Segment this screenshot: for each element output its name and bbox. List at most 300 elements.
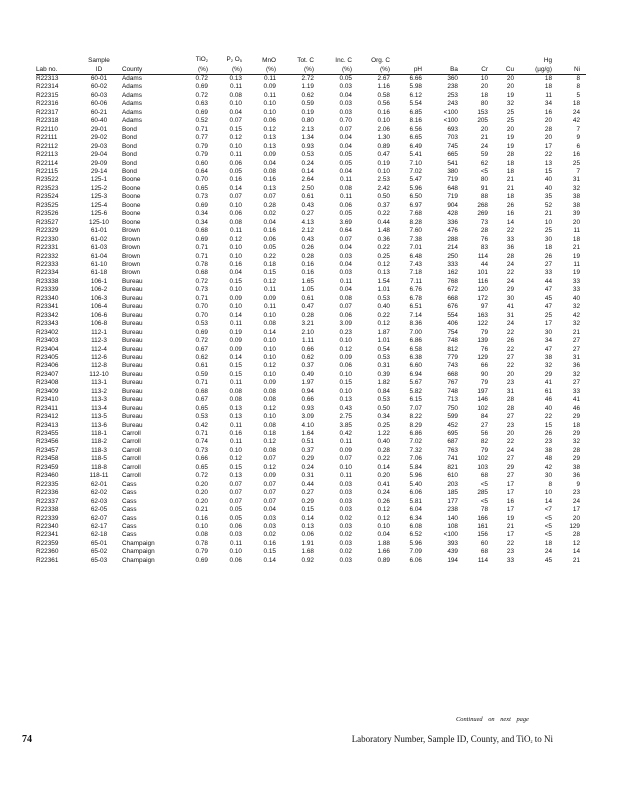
cell-cr: 66 [480, 362, 488, 370]
cell-lab-no: R23456 [36, 438, 59, 446]
table-row [36, 227, 586, 235]
cell-tio2: 0.72 [195, 472, 208, 480]
cell-tot-c: 0.15 [301, 506, 314, 514]
cell-inc-c: 0.07 [339, 303, 352, 311]
cell-county: Boone [122, 176, 141, 184]
cell-org-c: 0.40 [377, 303, 390, 311]
cell-org-c: 0.10 [377, 523, 390, 531]
cell-ni: 20 [572, 218, 580, 226]
cell-cr: 97 [480, 303, 488, 311]
cell-county: Carroll [122, 463, 141, 471]
cell-org-c: 0.53 [377, 353, 390, 361]
cell-sample-id: 112-10 [89, 370, 109, 378]
cell-hg: 40 [544, 176, 552, 184]
cell-p2o5: 0.15 [229, 463, 242, 471]
table-row [36, 388, 586, 396]
cell-p2o5: 0.09 [229, 294, 242, 302]
cell-hg: 18 [544, 75, 552, 82]
cell-org-c: 0.24 [377, 489, 390, 497]
cell-cr: 166 [477, 514, 488, 522]
cell-ba: 380 [447, 167, 458, 175]
cell-ni: 31 [572, 176, 580, 184]
cell-cu: 32 [506, 100, 514, 108]
cell-lab-no: R23411 [36, 404, 58, 412]
cell-ni: 21 [572, 244, 580, 252]
cell-tio2: 0.67 [195, 396, 208, 404]
cell-sample-id: 118-3 [91, 446, 107, 454]
cell-hg: 35 [544, 193, 552, 201]
cell-ni: 11 [573, 260, 580, 268]
cell-cr: 285 [477, 489, 488, 497]
cell-org-c: 0.56 [377, 100, 390, 108]
cell-inc-c: 0.06 [339, 311, 352, 319]
cell-sample-id: 65-02 [90, 548, 108, 556]
cell-hg: 13 [544, 159, 552, 167]
cell-hg: <5 [544, 531, 552, 539]
cell-lab-no: R22335 [36, 480, 59, 488]
cell-sample-id: 106-8 [90, 320, 108, 328]
cell-tio2: 0.70 [195, 311, 208, 319]
cell-lab-no: R23459 [36, 463, 59, 471]
cell-mno: 0.18 [263, 260, 276, 268]
cell-cu: 18 [506, 193, 514, 201]
cell-p2o5: 0.16 [229, 430, 242, 438]
cell-lab-no: R22316 [36, 100, 59, 108]
cell-inc-c: 0.11 [340, 438, 352, 446]
cell-county: Carroll [122, 455, 141, 463]
cell-tio2: 0.59 [195, 370, 208, 378]
cell-tot-c: 0.51 [301, 438, 314, 446]
cell-cr: 269 [477, 210, 488, 218]
cell-tot-c: 0.66 [301, 345, 314, 353]
cell-ba: 214 [447, 244, 458, 252]
cell-ph: 6.76 [409, 286, 422, 294]
cell-ph: 7.68 [409, 210, 422, 218]
cell-ph: 6.12 [409, 91, 422, 99]
cell-cu: 17 [506, 480, 514, 488]
header-cr-top [464, 56, 494, 65]
cell-hg: 42 [544, 463, 552, 471]
cell-hg: 52 [544, 201, 552, 209]
cell-hg: 46 [544, 396, 552, 404]
header-hg: Hg [543, 57, 552, 64]
table-row [36, 312, 586, 320]
cell-inc-c: 0.08 [339, 294, 352, 302]
cell-p2o5: 0.13 [229, 75, 242, 82]
table-row [36, 295, 586, 303]
cell-inc-c: 0.15 [339, 379, 352, 387]
cell-org-c: 0.04 [377, 531, 390, 539]
cell-county: Bureau [122, 421, 143, 429]
cell-ba: 288 [447, 235, 458, 243]
cell-sample-id: 113-2 [91, 387, 107, 395]
cell-tot-c: 2.50 [301, 184, 314, 192]
cell-ph: 6.08 [409, 523, 422, 531]
cell-sample-id: 60-06 [90, 100, 108, 108]
cell-tio2: 0.71 [195, 244, 208, 252]
cell-mno: 0.03 [263, 523, 276, 531]
cell-inc-c: 0.05 [339, 75, 352, 82]
cell-ni: 32 [572, 184, 580, 192]
header-orgc-unit: (%) [358, 65, 396, 75]
table-row [36, 422, 586, 430]
cell-ph: 6.06 [409, 556, 422, 564]
cell-hg: 34 [544, 337, 552, 345]
cell-ph: 8.36 [409, 320, 422, 328]
cell-inc-c: 0.64 [339, 227, 352, 235]
cell-cr: 102 [477, 404, 488, 412]
cell-tio2: 0.65 [195, 184, 208, 192]
cell-lab-no: R22330 [36, 235, 59, 243]
cell-org-c: 1.48 [377, 227, 390, 235]
cell-cr: 20 [480, 83, 488, 91]
cell-inc-c: 0.04 [339, 260, 352, 268]
cell-lab-no: R23408 [36, 379, 59, 387]
cell-tio2: 0.79 [195, 548, 208, 556]
cell-org-c: 0.12 [377, 320, 390, 328]
cell-tio2: 0.10 [195, 523, 208, 531]
cell-mno: 0.14 [263, 556, 276, 564]
cell-hg: 25 [544, 311, 552, 319]
cell-cu: 20 [506, 83, 514, 91]
cell-inc-c: 0.10 [339, 387, 352, 395]
cell-tio2: 0.60 [195, 159, 208, 167]
cell-ba: 904 [447, 201, 458, 209]
cell-county: Bond [122, 151, 137, 159]
cell-ba: 253 [447, 91, 458, 99]
cell-mno: 0.12 [263, 404, 276, 412]
cell-ni: 23 [572, 489, 580, 497]
header-ba: Ba [428, 65, 464, 75]
cell-ba: 203 [447, 480, 458, 488]
cell-ba: 599 [447, 413, 458, 421]
cell-lab-no: R23413 [36, 421, 59, 429]
cell-lab-no: R22329 [36, 227, 59, 235]
cell-tio2: 0.61 [195, 362, 208, 370]
cell-ni: 9 [576, 480, 580, 488]
cell-sample-id: 61-18 [90, 269, 108, 277]
cell-tio2: 0.53 [195, 320, 208, 328]
cell-p2o5: 0.04 [229, 269, 242, 277]
header-row-2 [36, 65, 586, 75]
cell-sample-id: 29-02 [90, 134, 108, 142]
cell-ni: 39 [572, 210, 580, 218]
cell-cu: 22 [506, 539, 514, 547]
cell-sample-id: 106-1 [90, 277, 108, 285]
cell-sample-id: 125-4 [90, 201, 108, 209]
cell-ni: 21 [572, 328, 580, 336]
cell-mno: 0.10 [263, 311, 276, 319]
cell-cu: 21 [506, 176, 514, 184]
cell-ph: 7.18 [409, 269, 422, 277]
cell-hg: 23 [544, 438, 552, 446]
cell-tio2: 0.69 [195, 556, 208, 564]
cell-org-c: 0.47 [377, 151, 390, 159]
cell-sample-id: 125-2 [90, 184, 108, 192]
cell-cr: 88 [480, 193, 488, 201]
cell-inc-c: 0.03 [339, 523, 352, 531]
cell-hg: 30 [544, 328, 552, 336]
cell-org-c: 1.30 [377, 134, 390, 142]
cell-p2o5: 0.15 [229, 125, 242, 133]
cell-sample-id: 61-04 [90, 252, 108, 260]
cell-sample-id: 62-01 [90, 480, 108, 488]
cell-p2o5: 0.06 [229, 159, 242, 167]
cell-org-c: 0.53 [377, 294, 390, 302]
cell-mno: 0.04 [263, 218, 276, 226]
cell-cr: 84 [480, 413, 488, 421]
cell-tio2: 0.20 [195, 480, 208, 488]
header-sample: Sample [88, 57, 110, 64]
cell-sample-id: 125-1 [90, 176, 108, 184]
cell-ba: <100 [443, 531, 458, 539]
cell-ba: 243 [447, 100, 458, 108]
cell-hg: 47 [544, 303, 552, 311]
cell-ni: 18 [572, 235, 580, 243]
cell-sample-id: 113-6 [91, 421, 107, 429]
cell-ni: 24 [572, 108, 580, 116]
cell-inc-c: 0.03 [339, 539, 352, 547]
cell-p2o5: 0.12 [229, 455, 242, 463]
cell-org-c: 0.14 [377, 463, 390, 471]
cell-cu: 24 [506, 320, 514, 328]
cell-ba: 428 [447, 210, 458, 218]
cell-tio2: 0.77 [195, 134, 208, 142]
cell-cu: 25 [506, 108, 514, 116]
cell-lab-no: R23525 [36, 201, 59, 209]
cell-hg: 38 [544, 353, 552, 361]
cell-county: Boone [122, 184, 141, 192]
cell-cu: 17 [506, 531, 514, 539]
cell-ph: 5.47 [409, 176, 422, 184]
cell-tio2: 0.69 [195, 235, 208, 243]
cell-org-c: 0.10 [377, 117, 390, 125]
cell-p2o5: 0.08 [229, 91, 242, 99]
cell-cu: 33 [506, 235, 514, 243]
cell-inc-c: 3.85 [339, 421, 352, 429]
cell-tot-c: 0.06 [301, 531, 314, 539]
cell-cr: 27 [480, 421, 488, 429]
cell-hg: 22 [544, 413, 552, 421]
cell-hg: 18 [544, 244, 552, 252]
table-row [36, 371, 586, 379]
cell-org-c: 0.22 [377, 244, 390, 252]
cell-hg: 16 [544, 108, 552, 116]
cell-sample-id: 60-21 [90, 108, 108, 116]
cell-cr: 114 [477, 252, 488, 260]
cell-cu: 20 [506, 430, 514, 438]
cell-org-c: 0.12 [377, 260, 390, 268]
cell-lab-no: R22332 [36, 252, 59, 260]
cell-cr: 129 [477, 353, 488, 361]
cell-sample-id: 106-4 [90, 303, 108, 311]
cell-org-c: 0.25 [377, 252, 390, 260]
cell-org-c: 2.06 [377, 125, 390, 133]
header-ph: pH [396, 65, 428, 75]
cell-ph: 7.32 [409, 446, 422, 454]
table-body [36, 75, 586, 566]
cell-cr: 163 [477, 311, 488, 319]
cell-county: Bureau [122, 345, 143, 353]
cell-ba: 360 [447, 75, 458, 82]
cell-inc-c: 0.03 [339, 506, 352, 514]
cell-lab-no: R22110 [36, 125, 58, 133]
cell-mno: 0.04 [263, 159, 276, 167]
cell-cr: 103 [477, 463, 488, 471]
cell-ba: 393 [447, 539, 458, 547]
cell-county: Bureau [122, 294, 143, 302]
cell-org-c: 0.12 [377, 514, 390, 522]
cell-cr: 146 [477, 396, 488, 404]
cell-ph: 5.96 [409, 472, 422, 480]
cell-ph: 5.96 [409, 184, 422, 192]
cell-ba: 648 [447, 184, 458, 192]
cell-p2o5: 0.05 [229, 514, 242, 522]
cell-org-c: 0.10 [377, 167, 390, 175]
cell-county: Adams [122, 108, 142, 116]
cell-lab-no: R23402 [36, 328, 59, 336]
cell-tot-c: 0.24 [301, 159, 314, 167]
cell-county: Cass [122, 531, 137, 539]
table-row [36, 489, 586, 497]
cell-county: Brown [122, 269, 141, 277]
header-totc: Tot. C [297, 57, 314, 64]
cell-ni: 27 [572, 337, 580, 345]
cell-lab-no: R23522 [36, 176, 59, 184]
cell-inc-c: 0.42 [339, 430, 352, 438]
cell-p2o5: 0.03 [229, 531, 242, 539]
cell-county: Bureau [122, 379, 143, 387]
cell-ni: 14 [572, 548, 580, 556]
cell-sample-id: 113-3 [91, 396, 107, 404]
header-ni: Ni [558, 65, 586, 75]
cell-tot-c: 0.29 [301, 455, 314, 463]
table-row [36, 83, 586, 91]
cell-p2o5: 0.11 [230, 320, 242, 328]
cell-ba: 821 [447, 463, 458, 471]
cell-cu: 36 [506, 244, 514, 252]
cell-tot-c: 1.65 [301, 277, 314, 285]
cell-mno: 0.10 [263, 100, 276, 108]
cell-lab-no: R23403 [36, 337, 59, 345]
cell-org-c: 0.89 [377, 142, 390, 150]
page-number: 74 [22, 734, 32, 745]
cell-county: Bureau [122, 353, 143, 361]
cell-cr: 116 [477, 277, 488, 285]
cell-inc-c: 0.04 [339, 91, 352, 99]
cell-county: Bureau [122, 320, 143, 328]
cell-mno: 0.08 [263, 396, 276, 404]
cell-inc-c: 0.09 [339, 353, 352, 361]
cell-hg: 47 [544, 345, 552, 353]
cell-mno: 0.09 [263, 151, 276, 159]
cell-ni: 20 [572, 514, 580, 522]
cell-tot-c: 0.13 [301, 523, 314, 531]
cell-tot-c: 0.61 [301, 294, 314, 302]
cell-cu: 30 [506, 294, 514, 302]
cell-org-c: 0.36 [377, 235, 390, 243]
cell-mno: 0.15 [263, 548, 276, 556]
cell-inc-c: 0.03 [339, 556, 352, 564]
cell-cu: 28 [506, 252, 514, 260]
cell-ba: 665 [447, 151, 458, 159]
cell-tio2: 0.66 [195, 455, 208, 463]
cell-hg: 17 [544, 320, 552, 328]
cell-ph: 6.94 [409, 370, 422, 378]
cell-tio2: 0.69 [195, 108, 208, 116]
cell-cr: 18 [480, 91, 488, 99]
cell-cr: 268 [477, 201, 488, 209]
table-row [36, 109, 586, 117]
cell-mno: 0.10 [263, 345, 276, 353]
cell-tot-c: 0.16 [301, 260, 314, 268]
cell-cr: 83 [480, 244, 488, 252]
cell-county: Bond [122, 125, 137, 133]
cell-p2o5: 0.15 [229, 277, 242, 285]
cell-mno: 0.12 [263, 463, 276, 471]
cell-inc-c: 0.10 [339, 337, 352, 345]
cell-cr: 76 [480, 345, 488, 353]
cell-sample-id: 106-6 [90, 311, 108, 319]
cell-org-c: 0.44 [377, 218, 390, 226]
cell-inc-c: 2.75 [339, 413, 352, 421]
cell-p2o5: 0.11 [230, 379, 242, 387]
cell-cu: 17 [506, 506, 514, 514]
cell-mno: 0.07 [263, 489, 276, 497]
cell-county: Brown [122, 260, 141, 268]
cell-cu: 27 [506, 472, 514, 480]
cell-tot-c: 0.43 [301, 235, 314, 243]
cell-inc-c: 0.07 [339, 125, 352, 133]
cell-lab-no: R22313 [36, 75, 59, 82]
cell-cu: 23 [506, 379, 514, 387]
header-lab [36, 56, 80, 65]
cell-ph: 7.02 [409, 167, 422, 175]
cell-tot-c: 0.16 [301, 269, 314, 277]
cell-p2o5: 0.10 [229, 201, 242, 209]
cell-sample-id: 125-10 [89, 218, 109, 226]
cell-p2o5: 0.13 [229, 413, 242, 421]
cell-cu: 18 [506, 167, 514, 175]
cell-sample-id: 65-01 [90, 539, 108, 547]
cell-tio2: 0.42 [195, 421, 208, 429]
cell-org-c: 0.19 [377, 159, 390, 167]
cell-ph: 6.56 [409, 125, 422, 133]
cell-ni: 7 [576, 167, 580, 175]
cell-county: Bureau [122, 303, 143, 311]
table-row [36, 548, 586, 556]
cell-county: Carroll [122, 430, 141, 438]
cell-ba: 194 [447, 556, 458, 564]
table-row [36, 278, 586, 286]
cell-cu: 25 [506, 117, 514, 125]
cell-cu: 24 [506, 260, 514, 268]
cell-p2o5: 0.14 [229, 311, 242, 319]
cell-org-c: 0.34 [377, 413, 390, 421]
cell-sample-id: 112-1 [91, 328, 107, 336]
cell-county: Bureau [122, 396, 143, 404]
cell-org-c: 1.82 [377, 379, 390, 387]
cell-cr: 90 [480, 370, 488, 378]
cell-tio2: 0.34 [195, 218, 208, 226]
cell-inc-c: 0.03 [339, 480, 352, 488]
cell-inc-c: 0.11 [340, 193, 352, 201]
cell-cr: 21 [480, 134, 488, 142]
cell-tio2: 0.53 [195, 413, 208, 421]
cell-mno: 0.14 [263, 328, 276, 336]
cell-sample-id: 113-1 [91, 379, 107, 387]
cell-org-c: 0.12 [377, 506, 390, 514]
